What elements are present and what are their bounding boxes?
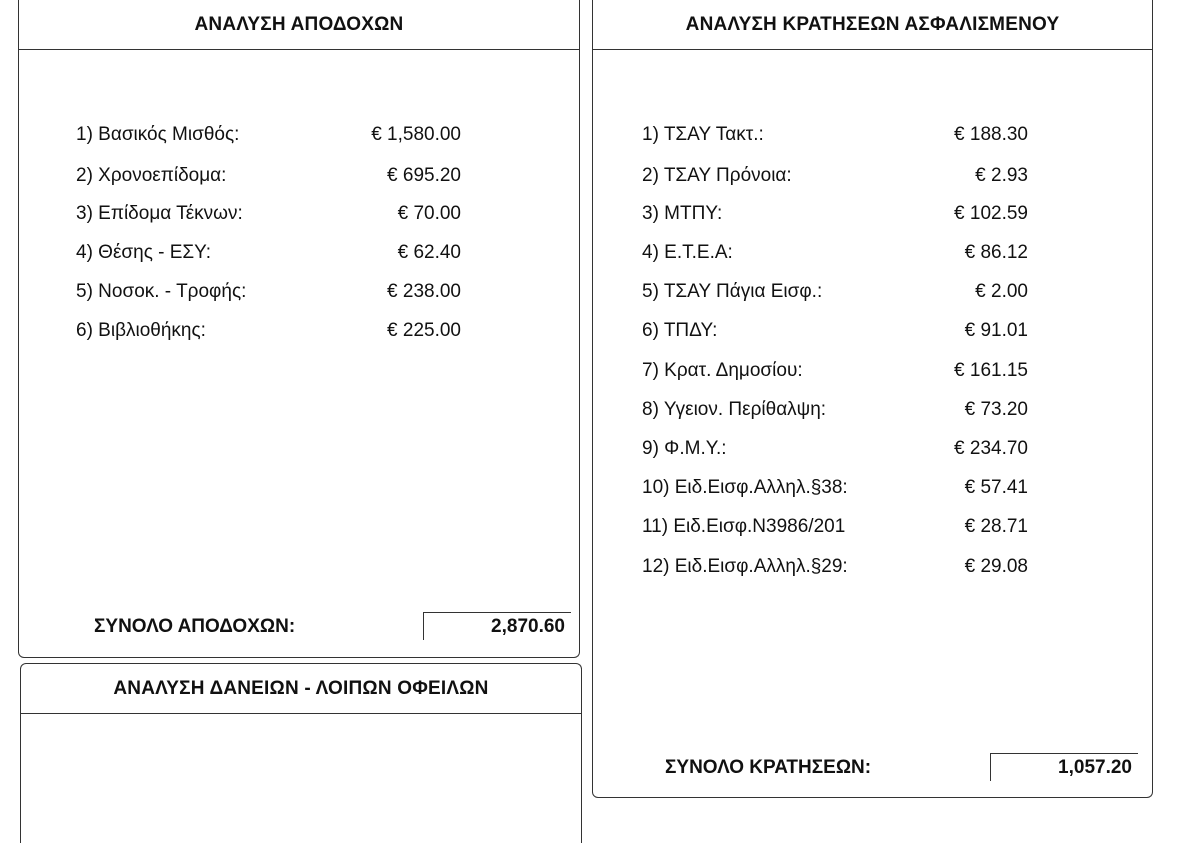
deductions-row-label: 3) ΜΤΠΥ: xyxy=(642,203,723,224)
earnings-total xyxy=(19,612,579,642)
earnings-row xyxy=(19,199,579,229)
deductions-row-amount: € 86.12 xyxy=(964,242,1028,263)
deductions-row-label: 12) Ειδ.Εισφ.Αλληλ.§29: xyxy=(642,556,848,577)
earnings-row-amount: € 695.20 xyxy=(387,165,461,186)
earnings-row-amount: € 225.00 xyxy=(387,320,461,341)
earnings-row-amount: € 238.00 xyxy=(387,281,461,302)
deductions-row xyxy=(593,316,1152,346)
deductions-row xyxy=(593,120,1152,150)
deductions-row-amount: € 161.15 xyxy=(954,360,1028,381)
loans-panel xyxy=(20,663,582,843)
deductions-row-amount: € 188.30 xyxy=(954,124,1028,145)
earnings-panel xyxy=(18,0,580,658)
deductions-row xyxy=(593,434,1152,464)
earnings-row xyxy=(19,316,579,346)
deductions-row-label: 10) Ειδ.Εισφ.Αλληλ.§38: xyxy=(642,477,848,498)
earnings-row-label: 6) Βιβλιοθήκης: xyxy=(76,320,206,341)
deductions-row xyxy=(593,552,1152,582)
deductions-row xyxy=(593,395,1152,425)
deductions-row xyxy=(593,356,1152,386)
deductions-row-amount: € 2.93 xyxy=(975,165,1028,186)
deductions-row-amount: € 234.70 xyxy=(954,438,1028,459)
earnings-row xyxy=(19,161,579,191)
earnings-row-label: 5) Νοσοκ. - Τροφής: xyxy=(76,281,247,302)
deductions-row-label: 6) ΤΠΔΥ: xyxy=(642,320,718,341)
deductions-row-amount: € 57.41 xyxy=(964,477,1028,498)
earnings-title: ΑΝΑΛΥΣΗ ΑΠΟΔΟΧΩΝ xyxy=(19,0,579,50)
deductions-row-amount: € 102.59 xyxy=(954,203,1028,224)
earnings-total-value: 2,870.60 xyxy=(423,612,571,640)
earnings-row-amount: € 70.00 xyxy=(397,203,461,224)
deductions-row-label: 11) Ειδ.Εισφ.Ν3986/201 xyxy=(642,516,846,537)
deductions-row-amount: € 28.71 xyxy=(964,516,1028,537)
deductions-row-amount: € 73.20 xyxy=(964,399,1028,420)
deductions-row xyxy=(593,473,1152,503)
earnings-row-label: 3) Επίδομα Τέκνων: xyxy=(76,203,243,224)
deductions-row-label: 1) ΤΣΑΥ Τακτ.: xyxy=(642,124,764,145)
earnings-total-label: ΣΥΝΟΛΟ ΑΠΟΔΟΧΩΝ: xyxy=(94,616,296,637)
deductions-row-label: 7) Κρατ. Δημοσίου: xyxy=(642,360,803,381)
earnings-row xyxy=(19,277,579,307)
earnings-row-label: 1) Βασικός Μισθός: xyxy=(76,124,240,145)
earnings-row-amount: € 1,580.00 xyxy=(371,124,461,145)
deductions-row-label: 9) Φ.Μ.Υ.: xyxy=(642,438,727,459)
deductions-row xyxy=(593,199,1152,229)
earnings-row-label: 2) Χρονοεπίδομα: xyxy=(76,165,227,186)
earnings-row-amount: € 62.40 xyxy=(397,242,461,263)
deductions-row-amount: € 91.01 xyxy=(964,320,1028,341)
deductions-row-amount: € 29.08 xyxy=(964,556,1028,577)
deductions-row-amount: € 2.00 xyxy=(975,281,1028,302)
deductions-total-value: 1,057.20 xyxy=(990,753,1138,781)
deductions-row-label: 5) ΤΣΑΥ Πάγια Εισφ.: xyxy=(642,281,823,302)
deductions-title: ΑΝΑΛΥΣΗ ΚΡΑΤΗΣΕΩΝ ΑΣΦΑΛΙΣΜΕΝΟΥ xyxy=(593,0,1152,50)
deductions-total-label: ΣΥΝΟΛΟ ΚΡΑΤΗΣΕΩΝ: xyxy=(665,757,872,778)
deductions-row xyxy=(593,161,1152,191)
deductions-total xyxy=(593,753,1152,783)
earnings-row xyxy=(19,238,579,268)
deductions-row-label: 2) ΤΣΑΥ Πρόνοια: xyxy=(642,165,792,186)
loans-title: ΑΝΑΛΥΣΗ ΔΑΝΕΙΩΝ - ΛΟΙΠΩΝ ΟΦΕΙΛΩΝ xyxy=(21,664,581,714)
deductions-row-label: 4) Ε.Τ.Ε.Α: xyxy=(642,242,733,263)
deductions-row xyxy=(593,512,1152,542)
earnings-row-label: 4) Θέσης - ΕΣΥ: xyxy=(76,242,212,263)
deductions-panel xyxy=(592,0,1153,798)
earnings-row xyxy=(19,120,579,150)
deductions-row xyxy=(593,238,1152,268)
deductions-row xyxy=(593,277,1152,307)
deductions-row-label: 8) Υγειον. Περίθαλψη: xyxy=(642,399,827,420)
